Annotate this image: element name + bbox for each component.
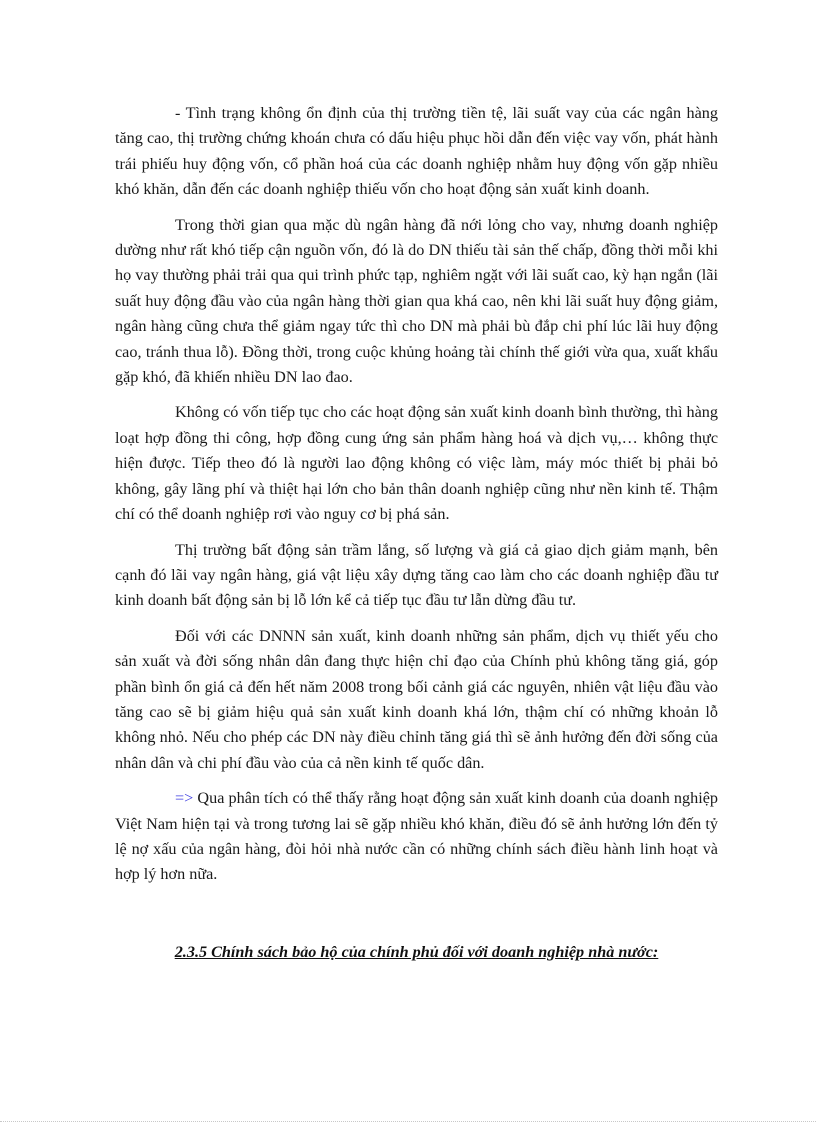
arrow-icon: => [175,789,194,808]
document-body [115,101,718,898]
paragraph-money-market: - Tình trạng không ổn định của thị trường tiền tệ, lãi suất vay của các ngân hàng tăng cao, thị trường chứng khoán chưa có dấu hiệu phục hồi dẫn đến việc vay vốn, phát hành trái phiếu huy động vốn, cổ phần hoá của các doanh nghiệp nhằm huy động vốn gặp nhiều khó khăn, dẫn đến các doanh nghiệp thiếu vốn cho hoạt động sản xuất kinh doanh. [115,104,718,199]
paragraph-state-enterprises: Đối với các DNNN sản xuất, kinh doanh những sản phẩm, dịch vụ thiết yếu cho sản xuất và đời sống nhân dân đang thực hiện chỉ đạo của Chính phủ không tăng giá, góp phần bình ổn giá cả đến hết năm 2008 trong bối cảnh giá các nguyên, nhiên vật liệu đầu vào tăng cao sẽ bị giảm hiệu quả sản xuất kinh doanh khá lớn, thậm chí có những khoản lỗ không nhỏ. Nếu cho phép các DN này điều chỉnh tăng giá thì sẽ ảnh hưởng đến đời sống của nhân dân và chi phí đầu vào của cả nền kinh tế quốc dân. [115,626,718,772]
paragraph-real-estate: Thị trường bất động sản trầm lắng, số lượng và giá cả giao dịch giảm mạnh, bên cạnh đó lãi vay ngân hàng, giá vật liệu xây dựng tăng cao làm cho các doanh nghiệp đầu tư kinh doanh bất động sản bị lỗ lớn kể cả tiếp tục đầu tư lẫn dừng đầu tư. [115,540,718,610]
conclusion-text: Qua phân tích có thể thấy rằng hoạt động sản xuất kinh doanh của doanh nghiệp Việt Nam hiện tại và trong tương lai sẽ gặp nhiều khó khăn, điều đó sẽ ảnh hưởng lớn đến tỷ lệ nợ xấu của ngân hàng, đòi hỏi nhà nước cần có những chính sách điều hành linh hoạt và hợp lý hơn nữa. [115,789,718,884]
page-bottom-divider [0,1121,816,1122]
paragraph-bank-lending: Trong thời gian qua mặc dù ngân hàng đã nới lỏng cho vay, nhưng doanh nghiệp dường như rất khó tiếp cận nguồn vốn, đó là do DN thiếu tài sản thế chấp, đồng thời mỗi khi họ vay thường phải trải qua qui trình phức tạp, nghiêm ngặt với lãi suất cao, kỳ hạn ngắn (lãi suất huy động đầu vào của ngân hàng thời gian qua khá cao, nên khi lãi suất huy động giảm, ngân hàng cũng chưa thể giảm ngay tức thì cho DN mà phải bù đắp chi phí lúc lãi huy động cao, tránh thua lỗ). Đồng thời, trong cuộc khủng hoảng tài chính thế giới vừa qua, xuất khẩu gặp khó, đã khiến nhiều DN lao đao. [115,215,718,387]
section-heading: 2.3.5 Chính sách bảo hộ của chính phủ đối với doanh nghiệp nhà nước: [174,943,659,961]
paragraph-conclusion [115,786,718,888]
paragraph-lack-of-capital: Không có vốn tiếp tục cho các hoạt động sản xuất kinh doanh bình thường, thì hàng loạt hợp đồng thi công, hợp đồng cung ứng sản phẩm hàng hoá và dịch vụ,… không thực hiện được. Tiếp theo đó là người lao động không có việc làm, máy móc thiết bị phải bỏ không, gây lãng phí và thiệt hại lớn cho bản thân doanh nghiệp cũng như nền kinh tế. Thậm chí có thể doanh nghiệp rơi vào nguy cơ bị phá sản. [115,403,718,524]
